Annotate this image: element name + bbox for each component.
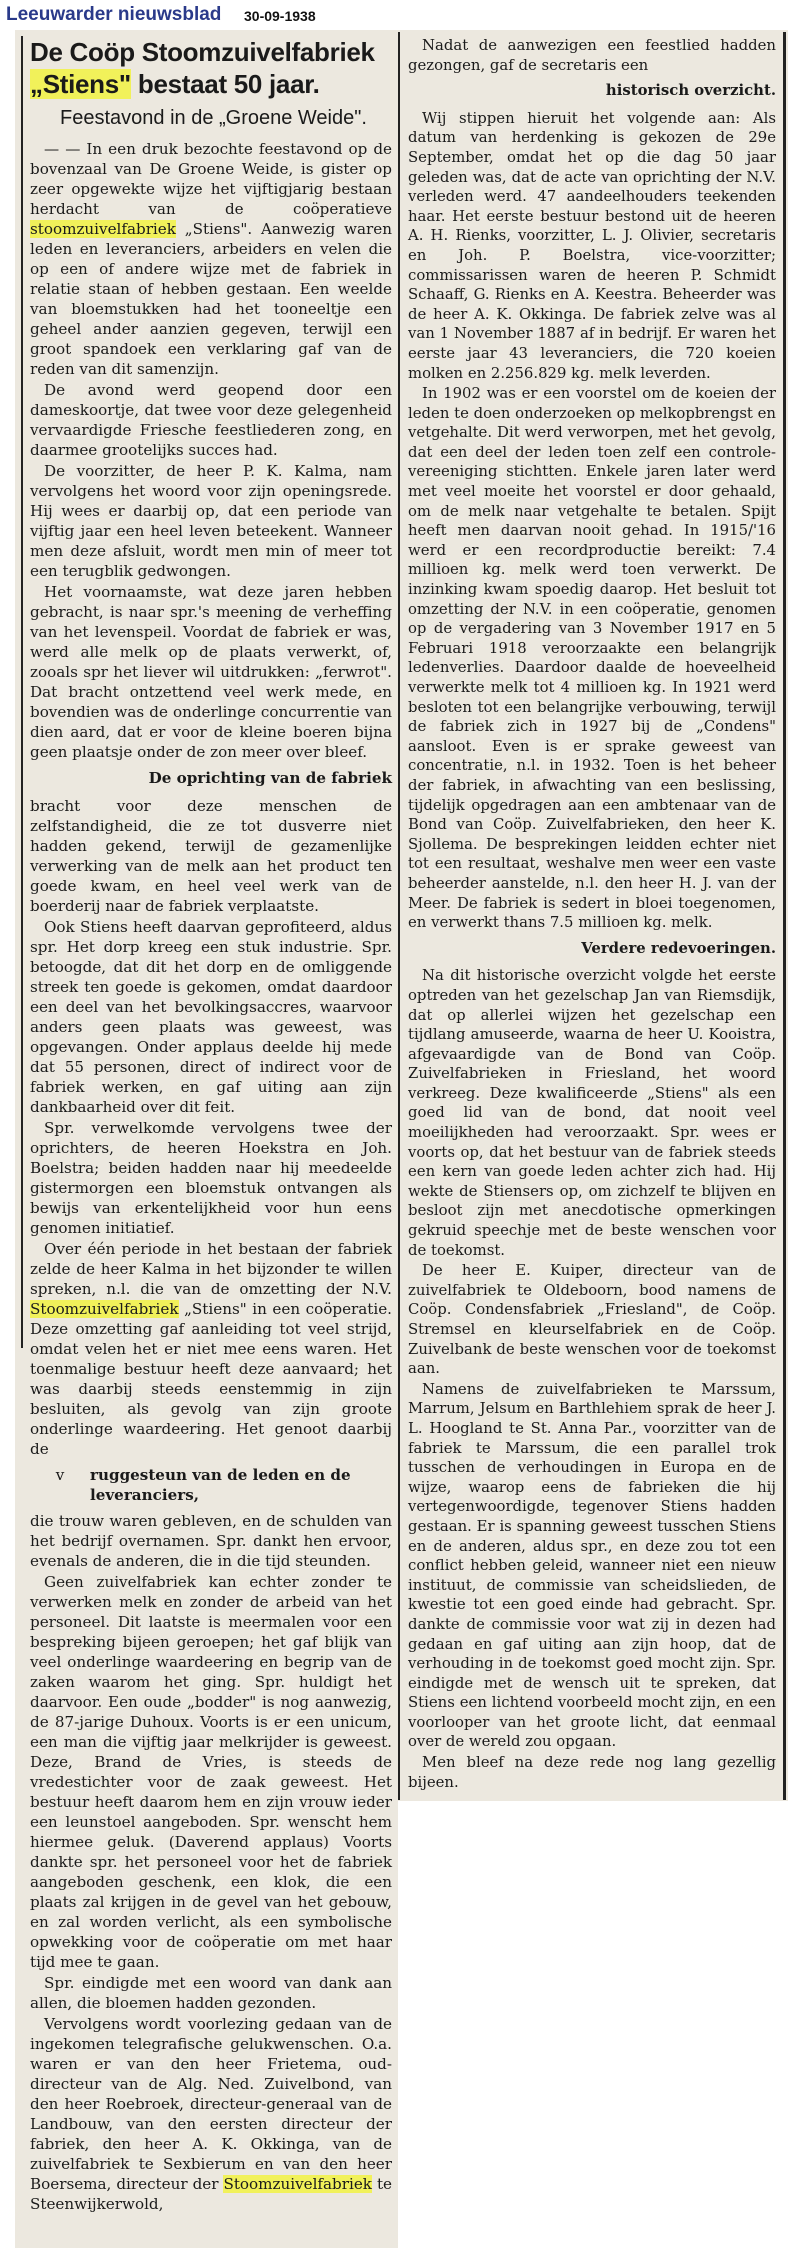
- paragraph: Nadat de aanwezigen een feestlied hadden gezongen, gaf de secretaris een: [408, 36, 776, 74]
- section-heading: historisch overzicht.: [605, 81, 776, 100]
- paragraph: In 1902 was er een voorstel om de koeien der leden te doen onderzoeken op melkopbrengst en vetgehalte. Dit werd verworpen, met het gevolg, dat een deel der leden toen zelf een controle-vereeniging stichtten. Enkele jaren later werd met veel moeite het voorstel er door gehaald, om de melk naar vetgehalte te betalen. Spijt heeft men daarvan nooit gehad. In 1915/'16 werd er een recordproductie bereikt: 7.4 millioen kg. melk werd toen verwerkt. De inzinking kwam spoedig daarop. Het besluit tot omzetting der N.V. in een coöperatie, genomen op de vergadering van 3 November 1917 en 5 Februari 1918 veroorzaakte een belangrijk ledenverlies. Daardoor daalde de hoeveelheid verwerkte melk tot 4 millioen kg. In 1921 werd besloten tot een belangrijke verbouwing, terwijl de fabriek zich in 1927 bij de „Condens" aansloot. Even is er sprake geweest van concentratie, n.l. in 1932. Toen is het beheer der fabriek, in afwachting van een beslissing, tijdelijk opgedragen aan een ambtenaar van de Bond van Coöp. Zuivelfabrieken, den heer K. Sjollema. De besprekingen leidden echter niet tot een resultaat, weshalve men weer een vaste beheerder aanstelde, n.l. den heer H. J. van der Meer. De fabriek is sedert in bloei toegenomen, en verwerkt thans 7.5 millioen kg. melk.: [408, 384, 776, 932]
- paragraph: Spr. eindigde met een woord van dank aan allen, die bloemen hadden gezonden.: [30, 1974, 392, 2012]
- paragraph: Vervolgens wordt voorlezing gedaan van de ingekomen telegrafische gelukwenschen. O.a. waren er van den heer Frietema, oud-directeur van de Alg. Ned. Zuivelbond, van den heer Roebroek, directeur-generaal van de Landbouw, van den eersten directeur der fabriek, den heer A. K. Okkinga, van de zuivelfabriek te Sexbierum en van den heer Boersema, directeur der Stoomzuivelfabriek te Steenwijkerwold,: [30, 2015, 392, 2213]
- paragraph: Over één periode in het bestaan der fabriek zelde de heer Kalma in het bijzonder te willen spreken, n.l. die van de omzetting der N.V. Stoomzuivelfabriek „Stiens" in een coöperatie. Deze omzetting gaf aanleiding tot veel strijd, omdat velen het er niet mee eens waren. Het toenmalige bestuur heeft deze aanvaard; het was daarbij steeds eenstemmig in zijn besluiten, als gevolg van zijn groote onderlinge waardeering. Het genoot daarbij de: [30, 1240, 392, 1458]
- section-heading: v ruggesteun van de leden en de leveranciers,: [30, 1465, 392, 1505]
- page-header: [0, 0, 804, 30]
- paragraph: die trouw waren gebleven, en de schulden van het bedrijf overnamen. Spr. dankt hen ervoor, evenals de anderen, die in die tijd steunden.: [30, 1512, 392, 1570]
- paragraph: bracht voor deze menschen de zelfstandigheid, die ze tot dusverre niet hadden gekend, terwijl de gezamenlijke verwerking van de melk aan het product ten goede kwam, en heel veel werk van de boerderij naar de fabriek verplaatste.: [30, 797, 392, 915]
- section-heading: Verdere redevoeringen.: [581, 938, 776, 957]
- article-subtitle: Feestavond in de „Groene Weide".: [60, 107, 367, 129]
- column-rule-left: [21, 36, 23, 1348]
- publication-date: 30-09-1938: [244, 8, 316, 24]
- search-highlight: Stoomzuivelfabriek: [30, 1300, 179, 1318]
- paragraph: De heer E. Kuiper, directeur van de zuivelfabriek te Oldeboorn, bood namens de Coöp. Condensfabriek „Friesland", de Coöp. Stremsel en kleurselfabriek en de Coöp. Zuivelbank de beste wenschen voor de toekomst aan.: [408, 1261, 776, 1378]
- article-title: De Coöp Stoomzuivelfabriek „Stiens" bestaat 50 jaar.: [30, 37, 375, 99]
- search-highlight: stoomzuivelfabriek: [30, 220, 176, 238]
- newspaper-name: Leeuwarder nieuwsblad: [6, 4, 222, 25]
- paragraph: Men bleef na deze rede nog lang gezellig bijeen.: [408, 1753, 776, 1791]
- paragraph: — — In een druk bezochte feestavond op de bovenzaal van De Groene Weide, is gister op zeer opgewekte wijze het vijftigjarig bestaan herdacht van de coöperatieve stoomzuivelfabriek „Stiens". Aanwezig waren leden en leveranciers, arbeiders en velen die op een of andere wijze met de fabriek in relatie staan of hebben gestaan. Een weelde van bloemstukken had het tooneeltje een geheel ander aanzien gegeven, terwijl een groot spandoek een verklaring gaf van de reden van dit samenzijn.: [30, 140, 392, 378]
- paragraph: De voorzitter, de heer P. K. Kalma, nam vervolgens het woord voor zijn openingsrede. Hij wees er daarbij op, dat een periode van vijftig jaar een heel leven beteekent. Wanneer men deze afsluit, wordt men min of meer tot een terugblik gedwongen.: [30, 462, 392, 580]
- paragraph: De avond werd geopend door een dameskoortje, dat twee voor deze gelegenheid vervaardigde Friesche feestliederen zong, en daarmee grootelijks succes had.: [30, 381, 392, 459]
- paragraph: Namens de zuivelfabrieken te Marssum, Marrum, Jelsum en Barthlehiem sprak de heer J. L. Hoogland te St. Anna Par., voorzitter van de fabriek te Marssum, die een parallel trok tusschen de verhoudingen in Europa en de wijze, waarop eens de fabrieken die hij vertegenwoordigde, tegenover Stiens hadden gestaan. Er is spanning geweest tusschen Stiens en de anderen, aldus spr., en deze zou tot een conflict hebben geleid, wanneer niet een nieuw instituut, de commissie van scheidslieden, de kwestie tot een goed einde had gebracht. Spr. dankte de commissie voor wat zij in dezen had gedaan en gaf uiting aan zijn hoop, dat de verhouding in de toekomst goed mocht zijn. Spr. eindigde met de wensch uit te spreken, dat Stiens een lichtend voorbeeld mocht zijn, en een voorlooper van het groote licht, dat eenmaal over de wereld zou opgaan.: [408, 1379, 776, 1751]
- title-highlight: „Stiens": [30, 69, 131, 99]
- paragraph: Wij stippen hieruit het volgende aan: Als datum van herdenking is gekozen de 29e September, omdat het op die dag 50 jaar geleden was, dat de acte van oprichting der N.V. verleden werd. 47 aandeelhouders teekenden haar. Het eerste bestuur bestond uit de heeren A. H. Rienks, voorzitter, L. J. Olivier, secretaris en Joh. P. Boelstra, vice-voorzitter; commissarissen waren de heeren P. Schmidt Schaaff, G. Rienks en A. Keestra. Beheerder was de heer A. K. Okkinga. De fabriek zelve was al van 1 November 1887 af in bedrijf. Er waren het eerste jaar 43 leveranciers, die 720 koeien molken en 2.256.829 kg. melk leverden.: [408, 108, 776, 382]
- paragraph: Spr. verwelkomde vervolgens twee der oprichters, de heeren Hoekstra en Joh. Boelstra; beiden hadden naar hij meedeelde gistermorgen een bloemstuk ontvangen als bewijs van erkentelijkheid voor hun eens genomen initiatief.: [30, 1119, 392, 1237]
- paragraph: Ook Stiens heeft daarvan geprofiteerd, aldus spr. Het dorp kreeg een stuk industrie. Spr. betoogde, dat dit het dorp en de omliggende streek ten goede is gekomen, omdat daardoor een deel van het bevolkingsaccres, waarvoor anders geen plaats was geweest, was opgevangen. Onder applaus deelde hij mede dat 55 personen, direct of indirect voor de fabriek werken, en gaf uiting aan zijn dankbaarheid over dit feit.: [30, 918, 392, 1116]
- drop-mark: v: [55, 1466, 65, 1484]
- article-column-right: [408, 36, 776, 1793]
- search-highlight: Stoomzuivelfabriek: [223, 2175, 372, 2193]
- paragraph: Geen zuivelfabriek kan echter zonder te verwerken melk en zonder de arbeid van het personeel. Dit laatste is meermalen voor een bespreking bijeen geroepen; het gaf blijk van veel onderlinge waardeering en begrip van de zaken waarom het ging. Spr. huldigt het daarvoor. Een oude „bodder" is nog aanwezig, de 87-jarige Duhoux. Voorts is er een unicum, een man die vijftig jaar melkrijder is geweest. Deze, Brand de Vries, is steeds de vredestichter voor de zaak geweest. Het bestuur heeft daarom hem en zijn vrouw ieder een leunstoel aangeboden. Spr. wenscht hem hiermee geluk. (Daverend applaus) Voorts dankte spr. het personeel voor het de fabriek aangeboden geschenk, een klok, die een plaats zal krijgen in de gevel van het gebouw, en zal worden verlicht, als een symbolische opwekking voor de coöperatie om met haar tijd mee te gaan.: [30, 1573, 392, 1971]
- section-heading: De oprichting van de fabriek: [148, 769, 392, 787]
- paragraph: Het voornaamste, wat deze jaren hebben gebracht, is naar spr.'s meening de verheffing van het levenspeil. Voordat de fabriek er was, werd alle melk op de plaats verwerkt, of, zooals spr het liever wil uitdrukken: „ferwrot". Dat bracht ontzettend veel werk mede, en bovendien was de onderlinge concurrentie van dien aard, dat er voor de kleine boeren bijna geen plaatsje onder de zon meer over bleef.: [30, 583, 392, 761]
- column-rule-right: [783, 32, 786, 1800]
- column-rule-middle: [398, 32, 400, 1800]
- paragraph: Na dit historische overzicht volgde het eerste optreden van het gezelschap Jan van Riemsdijk, dat op allerlei wijzen het gezelschap een tijdlang amuseerde, waarna de heer U. Kooistra, afgevaardigde van de Bond van Coöp. Zuivelfabrieken in Friesland, het woord verkreeg. Deze kwalificeerde „Stiens" als een goed lid van de bond, dat nooit veel moeilijkheden had veroorzaakt. Spr. wees er voorts op, dat het bestuur van de fabriek steeds een kern van goede leden achter zich had. Hij wekte de Stiensers op, om zichzelf te blijven en besloot zijn met anecdotische opmerkingen gekruid speechje met de beste wenschen voor de toekomst.: [408, 966, 776, 1259]
- article-column-left: [30, 36, 392, 2215]
